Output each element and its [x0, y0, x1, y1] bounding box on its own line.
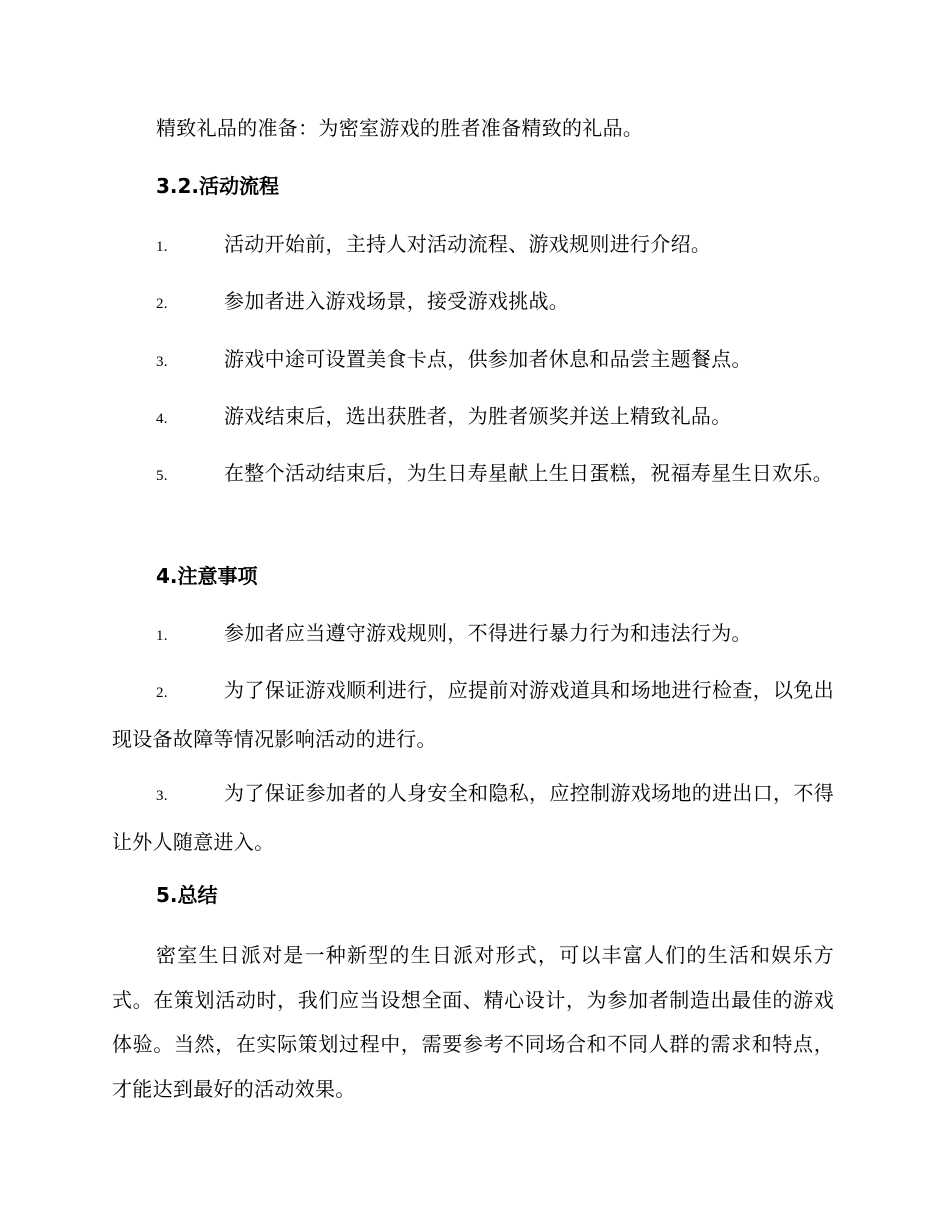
list-item — [112, 610, 834, 659]
list-number: 2. — [156, 685, 168, 701]
list-item — [112, 770, 834, 865]
summary-paragraph: 密室生日派对是一种新型的生日派对形式，可以丰富人们的生活和娱乐方式。在策划活动时，我们应当设想全面、精心设计，为参加者制造出最佳的游戏体验。当然，在实际策划过程中，需要参考不同场合和不同人群的需求和特点，才能达到最好的活动效果。 — [112, 943, 834, 1101]
list-item — [112, 221, 834, 270]
list-number: 3. — [156, 788, 168, 804]
list-item — [112, 278, 834, 327]
list-text: 参加者进入游戏场景，接受游戏挑战。 — [224, 289, 570, 313]
list-text: 游戏结束后，选出获胜者，为胜者颁奖并送上精致礼品。 — [224, 404, 732, 428]
list-number: 1. — [156, 239, 168, 255]
section-heading-notes: 4.注意事项 — [156, 564, 258, 588]
list-number: 2. — [156, 296, 168, 312]
list-text: 为了保证游戏顺利进行，应提前对游戏道具和场地进行检查，以免出现设备故障等情况影响活动的进行。 — [112, 678, 834, 751]
list-item — [112, 667, 834, 762]
list-number: 4. — [156, 411, 168, 427]
list-item — [112, 336, 834, 385]
intro-paragraph: 精致礼品的准备：为密室游戏的胜者准备精致的礼品。 — [156, 116, 644, 140]
list-item — [112, 393, 834, 442]
list-number: 5. — [156, 468, 168, 484]
list-text: 活动开始前，主持人对活动流程、游戏规则进行介绍。 — [224, 232, 712, 256]
section-heading-summary: 5.总结 — [156, 883, 218, 907]
list-number: 1. — [156, 628, 168, 644]
list-text: 游戏中途可设置美食卡点，供参加者休息和品尝主题餐点。 — [224, 347, 752, 371]
list-text: 在整个活动结束后，为生日寿星献上生日蛋糕，祝福寿星生日欢乐。 — [224, 461, 833, 485]
list-number: 3. — [156, 354, 168, 370]
section-heading-activity-flow: 3.2.活动流程 — [156, 174, 280, 198]
list-text: 参加者应当遵守游戏规则，不得进行暴力行为和违法行为。 — [224, 621, 752, 645]
list-item — [112, 450, 834, 499]
list-text: 为了保证参加者的人身安全和隐私，应控制游戏场地的进出口，不得让外人随意进入。 — [112, 781, 834, 854]
